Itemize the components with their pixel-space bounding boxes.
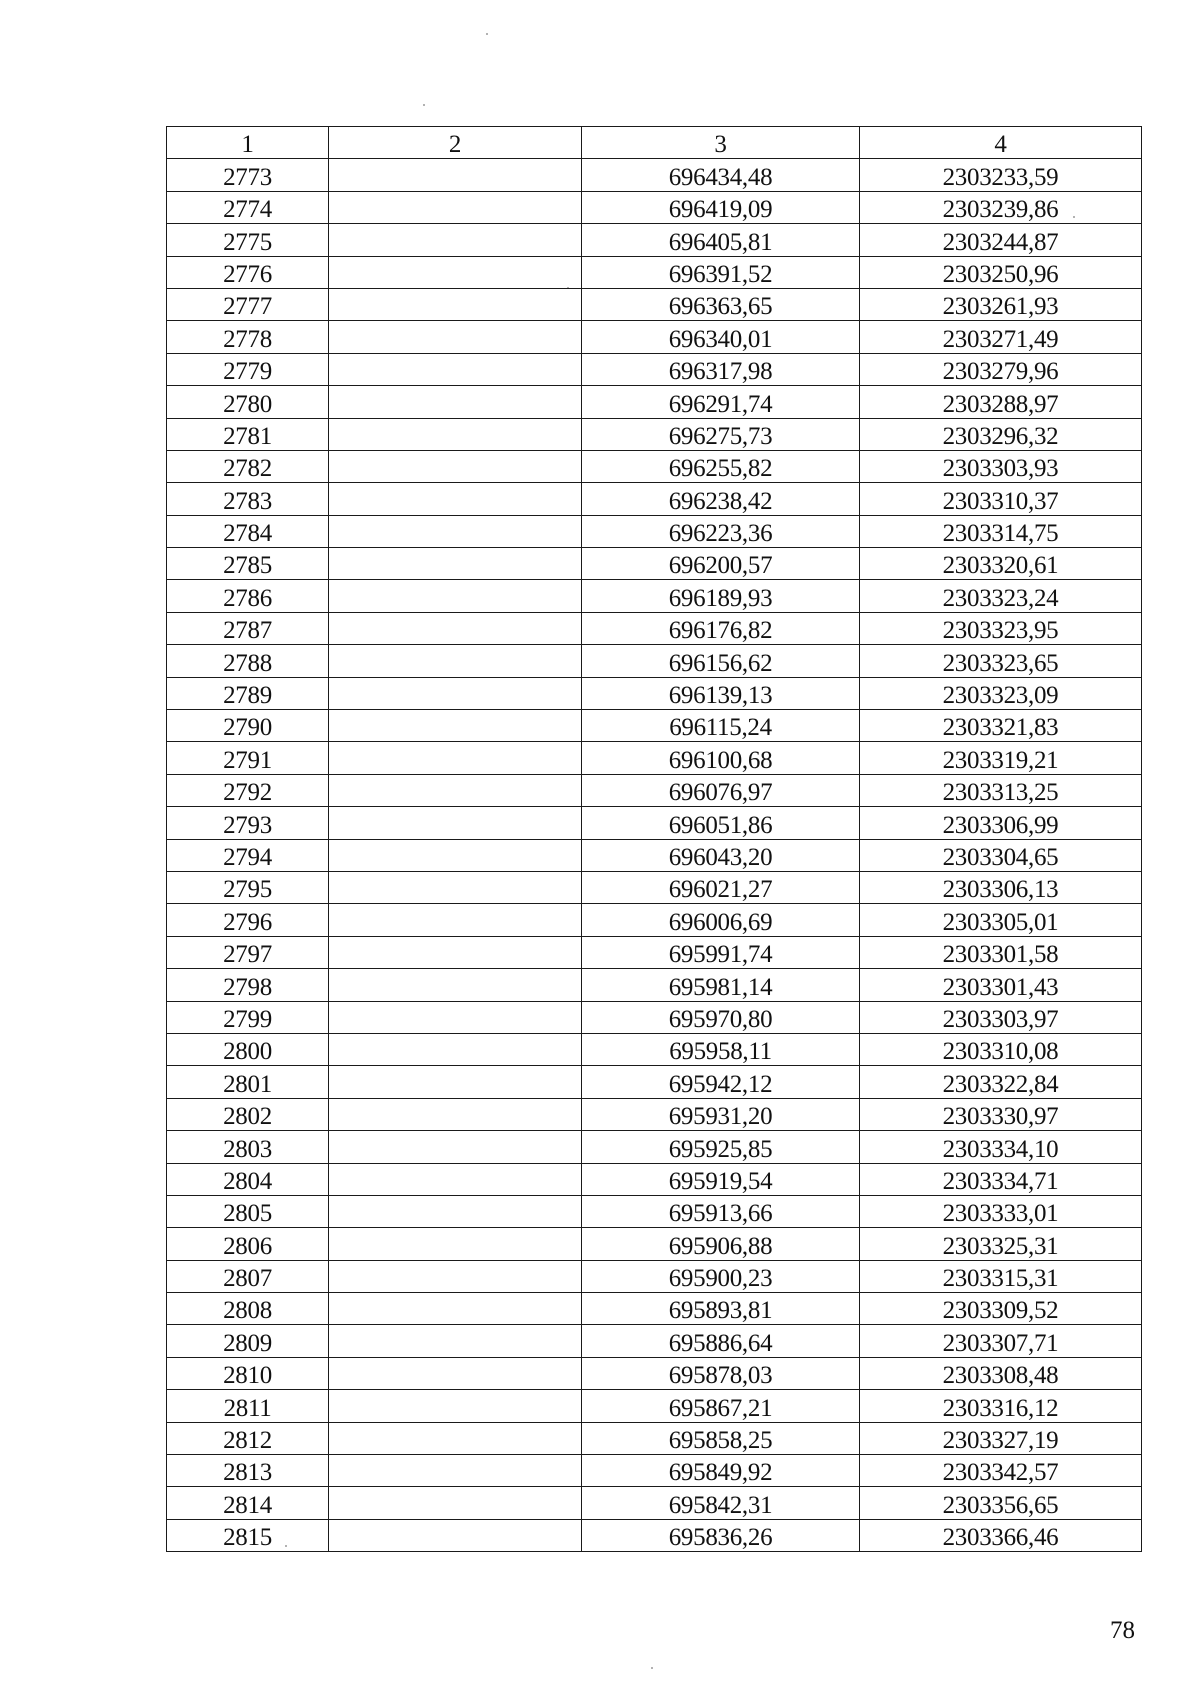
column-2-cell bbox=[329, 483, 582, 515]
table-row bbox=[167, 580, 1142, 612]
y-coordinate-cell: 2303334,10 bbox=[860, 1131, 1142, 1163]
x-coordinate-cell: 696189,93 bbox=[582, 580, 860, 612]
scan-speck bbox=[651, 1667, 653, 1669]
table-row bbox=[167, 969, 1142, 1001]
point-number-cell: 2786 bbox=[167, 580, 329, 612]
column-header-4: 4 bbox=[860, 127, 1142, 159]
column-2-cell bbox=[329, 1357, 582, 1389]
y-coordinate-cell: 2303320,61 bbox=[860, 548, 1142, 580]
table-row bbox=[167, 224, 1142, 256]
table-row bbox=[167, 1325, 1142, 1357]
y-coordinate-cell: 2303305,01 bbox=[860, 904, 1142, 936]
x-coordinate-cell: 695981,14 bbox=[582, 969, 860, 1001]
column-2-cell bbox=[329, 839, 582, 871]
column-2-cell bbox=[329, 159, 582, 191]
y-coordinate-cell: 2303330,97 bbox=[860, 1098, 1142, 1130]
x-coordinate-cell: 695842,31 bbox=[582, 1487, 860, 1519]
table-row bbox=[167, 1001, 1142, 1033]
point-number-cell: 2814 bbox=[167, 1487, 329, 1519]
point-number-cell: 2800 bbox=[167, 1033, 329, 1065]
point-number-cell: 2807 bbox=[167, 1260, 329, 1292]
column-2-cell bbox=[329, 1390, 582, 1422]
table-row bbox=[167, 904, 1142, 936]
point-number-cell: 2793 bbox=[167, 807, 329, 839]
table-row bbox=[167, 807, 1142, 839]
x-coordinate-cell: 695958,11 bbox=[582, 1033, 860, 1065]
column-2-cell bbox=[329, 871, 582, 903]
column-2-cell bbox=[329, 1098, 582, 1130]
x-coordinate-cell: 696139,13 bbox=[582, 677, 860, 709]
point-number-cell: 2802 bbox=[167, 1098, 329, 1130]
column-2-cell bbox=[329, 742, 582, 774]
point-number-cell: 2797 bbox=[167, 936, 329, 968]
x-coordinate-cell: 695942,12 bbox=[582, 1066, 860, 1098]
point-number-cell: 2812 bbox=[167, 1422, 329, 1454]
y-coordinate-cell: 2303307,71 bbox=[860, 1325, 1142, 1357]
y-coordinate-cell: 2303322,84 bbox=[860, 1066, 1142, 1098]
table-row bbox=[167, 1357, 1142, 1389]
column-2-cell bbox=[329, 1325, 582, 1357]
point-number-cell: 2794 bbox=[167, 839, 329, 871]
point-number-cell: 2787 bbox=[167, 612, 329, 644]
y-coordinate-cell: 2303323,65 bbox=[860, 645, 1142, 677]
table-row bbox=[167, 386, 1142, 418]
table-row bbox=[167, 1066, 1142, 1098]
table-row bbox=[167, 742, 1142, 774]
column-2-cell bbox=[329, 936, 582, 968]
y-coordinate-cell: 2303309,52 bbox=[860, 1293, 1142, 1325]
y-coordinate-cell: 2303239,86 bbox=[860, 191, 1142, 223]
point-number-cell: 2784 bbox=[167, 515, 329, 547]
point-number-cell: 2813 bbox=[167, 1455, 329, 1487]
point-number-cell: 2796 bbox=[167, 904, 329, 936]
x-coordinate-cell: 695867,21 bbox=[582, 1390, 860, 1422]
y-coordinate-cell: 2303233,59 bbox=[860, 159, 1142, 191]
point-number-cell: 2795 bbox=[167, 871, 329, 903]
point-number-cell: 2789 bbox=[167, 677, 329, 709]
point-number-cell: 2798 bbox=[167, 969, 329, 1001]
column-2-cell bbox=[329, 645, 582, 677]
x-coordinate-cell: 695931,20 bbox=[582, 1098, 860, 1130]
table-row bbox=[167, 1131, 1142, 1163]
x-coordinate-cell: 696200,57 bbox=[582, 548, 860, 580]
page-number: 78 bbox=[1110, 1617, 1135, 1644]
table-row bbox=[167, 1163, 1142, 1195]
column-2-cell bbox=[329, 548, 582, 580]
y-coordinate-cell: 2303325,31 bbox=[860, 1228, 1142, 1260]
column-header-1: 1 bbox=[167, 127, 329, 159]
scan-speck bbox=[423, 104, 425, 106]
y-coordinate-cell: 2303308,48 bbox=[860, 1357, 1142, 1389]
y-coordinate-cell: 2303303,97 bbox=[860, 1001, 1142, 1033]
point-number-cell: 2811 bbox=[167, 1390, 329, 1422]
x-coordinate-cell: 696419,09 bbox=[582, 191, 860, 223]
x-coordinate-cell: 696291,74 bbox=[582, 386, 860, 418]
point-number-cell: 2781 bbox=[167, 418, 329, 450]
y-coordinate-cell: 2303296,32 bbox=[860, 418, 1142, 450]
column-2-cell bbox=[329, 1033, 582, 1065]
y-coordinate-cell: 2303316,12 bbox=[860, 1390, 1142, 1422]
y-coordinate-cell: 2303244,87 bbox=[860, 224, 1142, 256]
table-row bbox=[167, 839, 1142, 871]
table-row bbox=[167, 677, 1142, 709]
table-row bbox=[167, 710, 1142, 742]
x-coordinate-cell: 695970,80 bbox=[582, 1001, 860, 1033]
table-row bbox=[167, 483, 1142, 515]
x-coordinate-cell: 696076,97 bbox=[582, 774, 860, 806]
column-header-3: 3 bbox=[582, 127, 860, 159]
column-2-cell bbox=[329, 807, 582, 839]
y-coordinate-cell: 2303250,96 bbox=[860, 256, 1142, 288]
y-coordinate-cell: 2303304,65 bbox=[860, 839, 1142, 871]
table-row bbox=[167, 1033, 1142, 1065]
y-coordinate-cell: 2303333,01 bbox=[860, 1195, 1142, 1227]
y-coordinate-cell: 2303314,75 bbox=[860, 515, 1142, 547]
x-coordinate-cell: 696043,20 bbox=[582, 839, 860, 871]
table-row bbox=[167, 936, 1142, 968]
point-number-cell: 2776 bbox=[167, 256, 329, 288]
table-row bbox=[167, 1422, 1142, 1454]
table-row bbox=[167, 159, 1142, 191]
column-2-cell bbox=[329, 1487, 582, 1519]
column-2-cell bbox=[329, 1455, 582, 1487]
column-2-cell bbox=[329, 774, 582, 806]
x-coordinate-cell: 696115,24 bbox=[582, 710, 860, 742]
x-coordinate-cell: 696021,27 bbox=[582, 871, 860, 903]
x-coordinate-cell: 695836,26 bbox=[582, 1519, 860, 1551]
point-number-cell: 2780 bbox=[167, 386, 329, 418]
x-coordinate-cell: 695886,64 bbox=[582, 1325, 860, 1357]
table-row bbox=[167, 1195, 1142, 1227]
x-coordinate-cell: 696223,36 bbox=[582, 515, 860, 547]
x-coordinate-cell: 695849,92 bbox=[582, 1455, 860, 1487]
column-2-cell bbox=[329, 515, 582, 547]
x-coordinate-cell: 696156,62 bbox=[582, 645, 860, 677]
coordinates-table bbox=[166, 126, 1142, 1552]
point-number-cell: 2791 bbox=[167, 742, 329, 774]
column-2-cell bbox=[329, 1001, 582, 1033]
point-number-cell: 2810 bbox=[167, 1357, 329, 1389]
column-2-cell bbox=[329, 1195, 582, 1227]
x-coordinate-cell: 696275,73 bbox=[582, 418, 860, 450]
table-row bbox=[167, 612, 1142, 644]
column-2-cell bbox=[329, 612, 582, 644]
x-coordinate-cell: 696238,42 bbox=[582, 483, 860, 515]
y-coordinate-cell: 2303279,96 bbox=[860, 353, 1142, 385]
x-coordinate-cell: 695878,03 bbox=[582, 1357, 860, 1389]
table-row bbox=[167, 418, 1142, 450]
x-coordinate-cell: 695893,81 bbox=[582, 1293, 860, 1325]
x-coordinate-cell: 695919,54 bbox=[582, 1163, 860, 1195]
table-row bbox=[167, 353, 1142, 385]
column-2-cell bbox=[329, 418, 582, 450]
x-coordinate-cell: 695913,66 bbox=[582, 1195, 860, 1227]
y-coordinate-cell: 2303261,93 bbox=[860, 288, 1142, 320]
point-number-cell: 2782 bbox=[167, 450, 329, 482]
point-number-cell: 2805 bbox=[167, 1195, 329, 1227]
x-coordinate-cell: 696255,82 bbox=[582, 450, 860, 482]
table-body bbox=[167, 159, 1142, 1552]
table-row bbox=[167, 548, 1142, 580]
y-coordinate-cell: 2303315,31 bbox=[860, 1260, 1142, 1292]
table-row bbox=[167, 1487, 1142, 1519]
column-2-cell bbox=[329, 677, 582, 709]
point-number-cell: 2801 bbox=[167, 1066, 329, 1098]
y-coordinate-cell: 2303301,58 bbox=[860, 936, 1142, 968]
column-2-cell bbox=[329, 224, 582, 256]
point-number-cell: 2809 bbox=[167, 1325, 329, 1357]
y-coordinate-cell: 2303288,97 bbox=[860, 386, 1142, 418]
table-row bbox=[167, 645, 1142, 677]
point-number-cell: 2806 bbox=[167, 1228, 329, 1260]
y-coordinate-cell: 2303306,99 bbox=[860, 807, 1142, 839]
point-number-cell: 2774 bbox=[167, 191, 329, 223]
point-number-cell: 2788 bbox=[167, 645, 329, 677]
y-coordinate-cell: 2303334,71 bbox=[860, 1163, 1142, 1195]
column-2-cell bbox=[329, 353, 582, 385]
table-row bbox=[167, 1098, 1142, 1130]
x-coordinate-cell: 696317,98 bbox=[582, 353, 860, 385]
x-coordinate-cell: 695991,74 bbox=[582, 936, 860, 968]
x-coordinate-cell: 696176,82 bbox=[582, 612, 860, 644]
y-coordinate-cell: 2303323,24 bbox=[860, 580, 1142, 612]
table-row bbox=[167, 871, 1142, 903]
point-number-cell: 2792 bbox=[167, 774, 329, 806]
x-coordinate-cell: 696006,69 bbox=[582, 904, 860, 936]
table-row bbox=[167, 1455, 1142, 1487]
x-coordinate-cell: 695900,23 bbox=[582, 1260, 860, 1292]
column-header-2: 2 bbox=[329, 127, 582, 159]
column-2-cell bbox=[329, 969, 582, 1001]
column-2-cell bbox=[329, 710, 582, 742]
x-coordinate-cell: 696405,81 bbox=[582, 224, 860, 256]
y-coordinate-cell: 2303321,83 bbox=[860, 710, 1142, 742]
column-2-cell bbox=[329, 1293, 582, 1325]
point-number-cell: 2775 bbox=[167, 224, 329, 256]
y-coordinate-cell: 2303303,93 bbox=[860, 450, 1142, 482]
point-number-cell: 2808 bbox=[167, 1293, 329, 1325]
x-coordinate-cell: 696391,52 bbox=[582, 256, 860, 288]
y-coordinate-cell: 2303356,65 bbox=[860, 1487, 1142, 1519]
y-coordinate-cell: 2303310,08 bbox=[860, 1033, 1142, 1065]
column-2-cell bbox=[329, 1066, 582, 1098]
point-number-cell: 2803 bbox=[167, 1131, 329, 1163]
y-coordinate-cell: 2303342,57 bbox=[860, 1455, 1142, 1487]
x-coordinate-cell: 696363,65 bbox=[582, 288, 860, 320]
x-coordinate-cell: 696100,68 bbox=[582, 742, 860, 774]
y-coordinate-cell: 2303313,25 bbox=[860, 774, 1142, 806]
table-row bbox=[167, 191, 1142, 223]
column-2-cell bbox=[329, 1163, 582, 1195]
scan-speck bbox=[486, 33, 488, 35]
point-number-cell: 2785 bbox=[167, 548, 329, 580]
table-row bbox=[167, 450, 1142, 482]
point-number-cell: 2777 bbox=[167, 288, 329, 320]
table-row bbox=[167, 1228, 1142, 1260]
y-coordinate-cell: 2303271,49 bbox=[860, 321, 1142, 353]
point-number-cell: 2778 bbox=[167, 321, 329, 353]
table-row bbox=[167, 1519, 1142, 1551]
table-row bbox=[167, 515, 1142, 547]
y-coordinate-cell: 2303319,21 bbox=[860, 742, 1142, 774]
x-coordinate-cell: 696051,86 bbox=[582, 807, 860, 839]
x-coordinate-cell: 695858,25 bbox=[582, 1422, 860, 1454]
column-2-cell bbox=[329, 321, 582, 353]
point-number-cell: 2779 bbox=[167, 353, 329, 385]
table-row bbox=[167, 1293, 1142, 1325]
table-row bbox=[167, 288, 1142, 320]
column-2-cell bbox=[329, 191, 582, 223]
point-number-cell: 2783 bbox=[167, 483, 329, 515]
column-2-cell bbox=[329, 256, 582, 288]
table-row bbox=[167, 256, 1142, 288]
table-header-row bbox=[167, 127, 1142, 159]
table-row bbox=[167, 1390, 1142, 1422]
x-coordinate-cell: 696434,48 bbox=[582, 159, 860, 191]
table-row bbox=[167, 321, 1142, 353]
x-coordinate-cell: 695925,85 bbox=[582, 1131, 860, 1163]
column-2-cell bbox=[329, 1260, 582, 1292]
column-2-cell bbox=[329, 1422, 582, 1454]
column-2-cell bbox=[329, 904, 582, 936]
column-2-cell bbox=[329, 580, 582, 612]
point-number-cell: 2804 bbox=[167, 1163, 329, 1195]
table-row bbox=[167, 774, 1142, 806]
column-2-cell bbox=[329, 450, 582, 482]
column-2-cell bbox=[329, 288, 582, 320]
y-coordinate-cell: 2303323,95 bbox=[860, 612, 1142, 644]
y-coordinate-cell: 2303366,46 bbox=[860, 1519, 1142, 1551]
column-2-cell bbox=[329, 1131, 582, 1163]
point-number-cell: 2790 bbox=[167, 710, 329, 742]
column-2-cell bbox=[329, 386, 582, 418]
y-coordinate-cell: 2303301,43 bbox=[860, 969, 1142, 1001]
point-number-cell: 2799 bbox=[167, 1001, 329, 1033]
point-number-cell: 2773 bbox=[167, 159, 329, 191]
x-coordinate-cell: 695906,88 bbox=[582, 1228, 860, 1260]
table-row bbox=[167, 1260, 1142, 1292]
y-coordinate-cell: 2303323,09 bbox=[860, 677, 1142, 709]
y-coordinate-cell: 2303310,37 bbox=[860, 483, 1142, 515]
y-coordinate-cell: 2303306,13 bbox=[860, 871, 1142, 903]
y-coordinate-cell: 2303327,19 bbox=[860, 1422, 1142, 1454]
column-2-cell bbox=[329, 1519, 582, 1551]
point-number-cell: 2815 bbox=[167, 1519, 329, 1551]
column-2-cell bbox=[329, 1228, 582, 1260]
x-coordinate-cell: 696340,01 bbox=[582, 321, 860, 353]
